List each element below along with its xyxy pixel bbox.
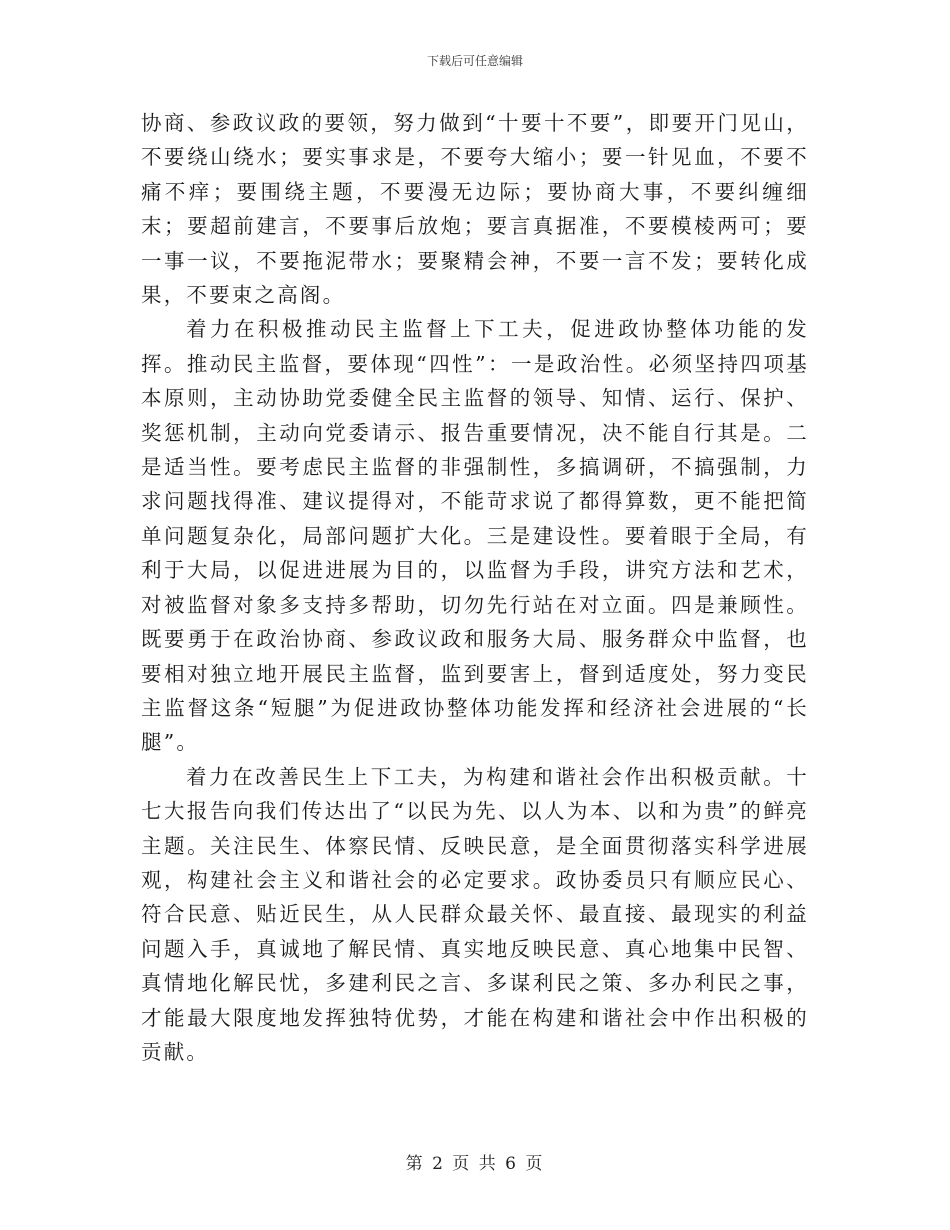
paragraph-continued: 协商、参政议政的要领，努力做到“十要十不要”，即要开门见山，不要绕山绕水；要实事求是，不要夸大缩小；要一针见血，不要不痛不痒；要围绕主题，不要漫无边际；要协商大事，不要纠缠细末；要超前建言，不要事后放炮；要言真据准，不要模棱两可；要一事一议，不要拖泥带水；要聚精会神，不要一言不发；要转化成果，不要束之高阁。 (141, 111, 809, 308)
page-number-footer: 第 2 页 共 6 页 (405, 1154, 545, 1174)
page-header: 下载后可任意编辑 (426, 54, 523, 68)
paragraph-democratic-supervision: 着力在积极推动民主监督上下工夫，促进政协整体功能的发挥。推动民主监督，要体现“四性”：一是政治性。必须坚持四项基本原则，主动协助党委健全民主监督的领导、知情、运行、保护、奖惩机制，主动向党委请示、报告重要情况，决不能自行其是。二是适当性。要考虑民主监督的非强制性，多搞调研，不搞强制，力求问题找得准、建议提得对，不能苛求说了都得算数，更不能把简单问题复杂化，局部问题扩大化。三是建设性。要着眼于全局，有利于大局，以促进进展为目的，以监督为手段，讲究方法和艺术，对被监督对象多支持多帮助，切勿先行站在对立面。四是兼顾性。既要勇于在政治协商、参政议政和服务大局、服务群众中监督，也要相对独立地开展民主监督，监到要害上，督到适度处，努力变民主监督这条“短腿”为促进政协整体功能发挥和经济社会进展的“长腿”。 (141, 317, 809, 755)
paragraph-livelihood: 着力在改善民生上下工夫，为构建和谐社会作出积极贡献。十七大报告向我们传达出了“以民为先、以人为本、以和为贵”的鲜亮主题。关注民生、体察民情、反映民意，是全面贯彻落实科学进展观，构建社会主义和谐社会的必定要求。政协委员只有顺应民心、符合民意、贴近民生，从人民群众最关怀、最直接、最现实的利益问题入手，真诚地了解民情、真实地反映民意、真心地集中民智、真情地化解民忧，多建利民之言、多谋利民之策、多办利民之事，才能最大限度地发挥独特优势，才能在构建和谐社会中作出积极的贡献。 (141, 764, 809, 1064)
document-body (141, 106, 809, 1069)
